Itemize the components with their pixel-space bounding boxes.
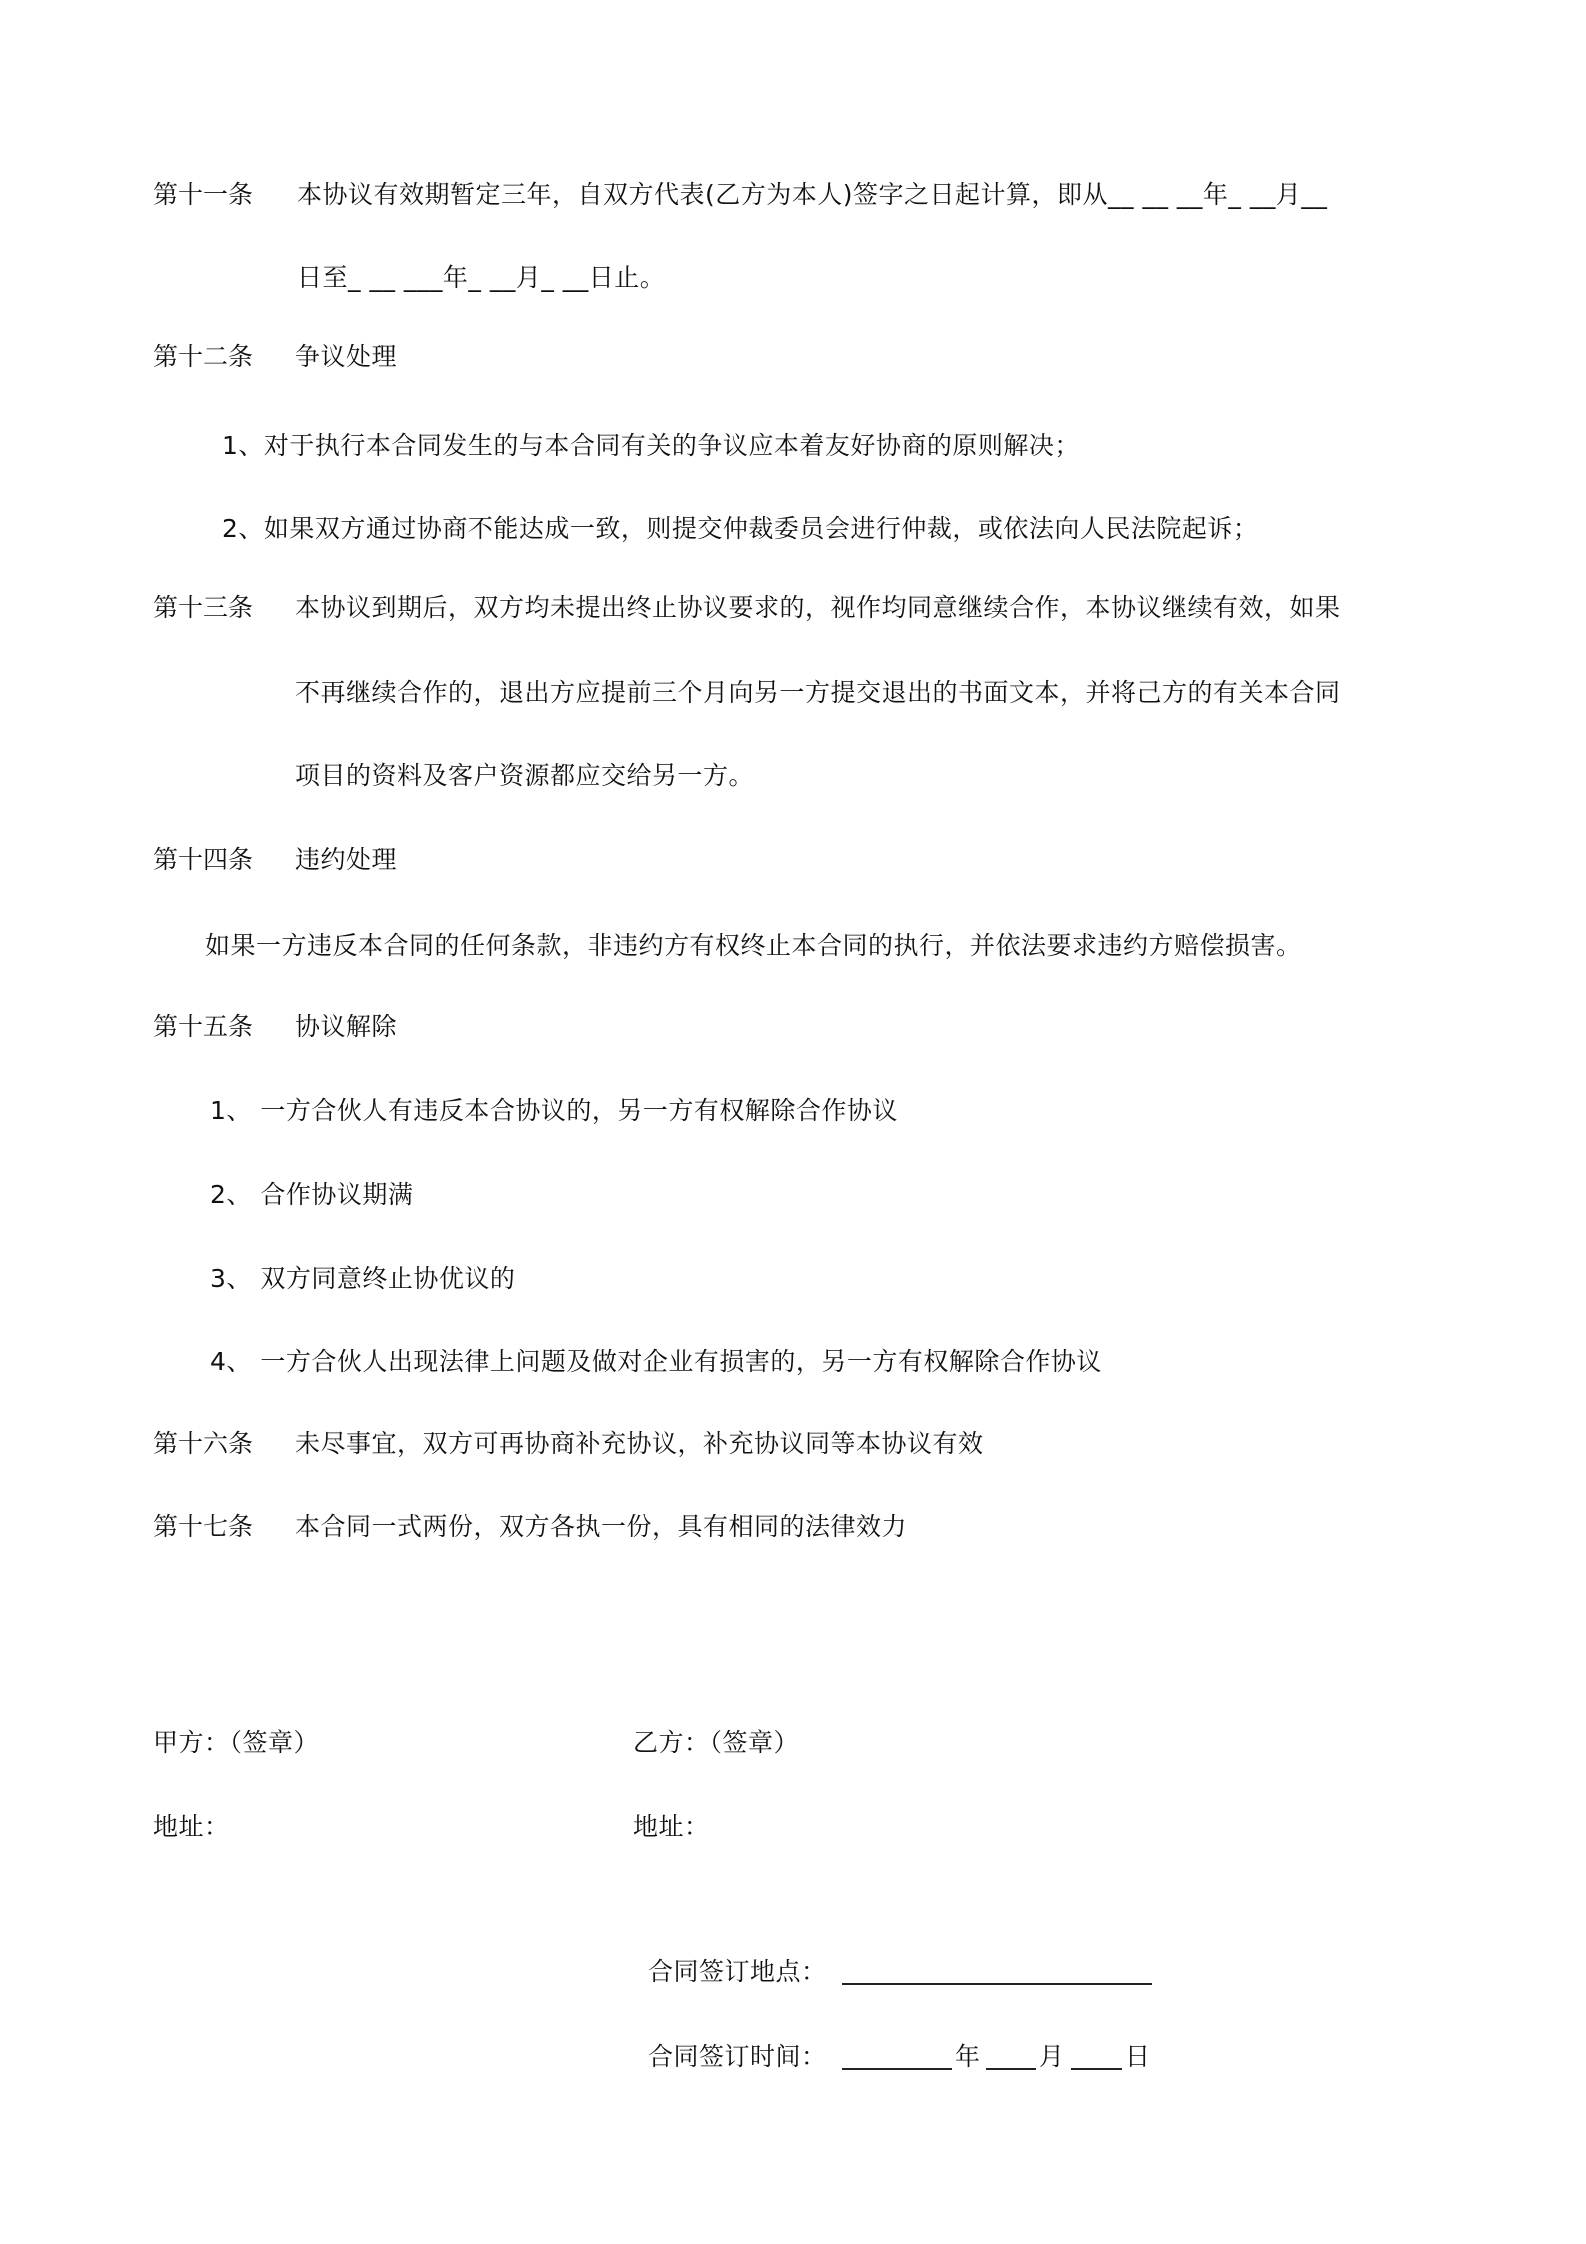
signing-place-label: 合同签订地点： xyxy=(648,1957,827,1986)
article-15-item-2: 2、 合作协议期满 xyxy=(210,1180,414,1209)
article-14-title: 违约处理 xyxy=(295,845,398,874)
article-12-label: 第十二条 xyxy=(153,342,254,371)
signing-year-blank xyxy=(842,2068,952,2070)
signing-day-label: 日 xyxy=(1125,2042,1151,2071)
article-12-item-1: 1、对于执行本合同发生的与本合同有关的争议应本着友好协商的原则解决； xyxy=(222,431,1080,460)
article-15-label: 第十五条 xyxy=(153,1012,254,1041)
article-16-label: 第十六条 xyxy=(153,1429,254,1458)
article-15-item-1: 1、 一方合伙人有违反本合协议的，另一方有权解除合作协议 xyxy=(210,1096,898,1125)
article-14-label: 第十四条 xyxy=(153,845,254,874)
party-b-address-label: 地址： xyxy=(633,1812,710,1841)
article-12-title: 争议处理 xyxy=(295,342,398,371)
article-15-item-3: 3、 双方同意终止协优议的 xyxy=(210,1264,516,1293)
article-15-item-4: 4、 一方合伙人出现法律上问题及做对企业有损害的，另一方有权解除合作协议 xyxy=(210,1347,1102,1376)
article-13-text-line3: 项目的资料及客户资源都应交给另一方。 xyxy=(295,761,755,790)
signing-day-blank xyxy=(1071,2068,1122,2070)
article-13-label: 第十三条 xyxy=(153,593,254,622)
article-13-text-line1: 本协议到期后，双方均未提出终止协议要求的，视作均同意继续合作，本协议继续有效，如果 xyxy=(295,593,1341,622)
article-11-text-line2: 日至_ __ ___年_ __月_ __日止。 xyxy=(297,263,666,292)
signing-place-blank xyxy=(842,1983,1152,1985)
signing-month-label: 月 xyxy=(1039,2042,1065,2071)
article-13-text-line2: 不再继续合作的，退出方应提前三个月向另一方提交退出的书面文本，并将己方的有关本合同 xyxy=(295,678,1341,707)
signing-year-label: 年 xyxy=(955,2042,981,2071)
signing-time-label: 合同签订时间： xyxy=(648,2042,827,2071)
party-a-signature-label: 甲方：（签章） xyxy=(153,1728,320,1757)
article-11-text-line1: 本协议有效期暂定三年，自双方代表(乙方为本人)签字之日起计算，即从__ __ __年_ __月__ xyxy=(297,180,1328,209)
article-14-body: 如果一方违反本合同的任何条款，非违约方有权终止本合同的执行，并依法要求违约方赔偿损害。 xyxy=(205,931,1302,960)
party-b-signature-label: 乙方：（签章） xyxy=(633,1728,800,1757)
signing-month-blank xyxy=(986,2068,1036,2070)
article-12-item-2: 2、如果双方通过协商不能达成一致，则提交仲裁委员会进行仲裁，或依法向人民法院起诉； xyxy=(222,514,1259,543)
article-11-label: 第十一条 xyxy=(153,180,254,209)
article-15-title: 协议解除 xyxy=(295,1012,398,1041)
article-17-body: 本合同一式两份，双方各执一份，具有相同的法律效力 xyxy=(295,1512,908,1541)
article-16-body: 未尽事宜，双方可再协商补充协议，补充协议同等本协议有效 xyxy=(295,1429,984,1458)
party-a-address-label: 地址： xyxy=(153,1812,230,1841)
article-17-label: 第十七条 xyxy=(153,1512,254,1541)
